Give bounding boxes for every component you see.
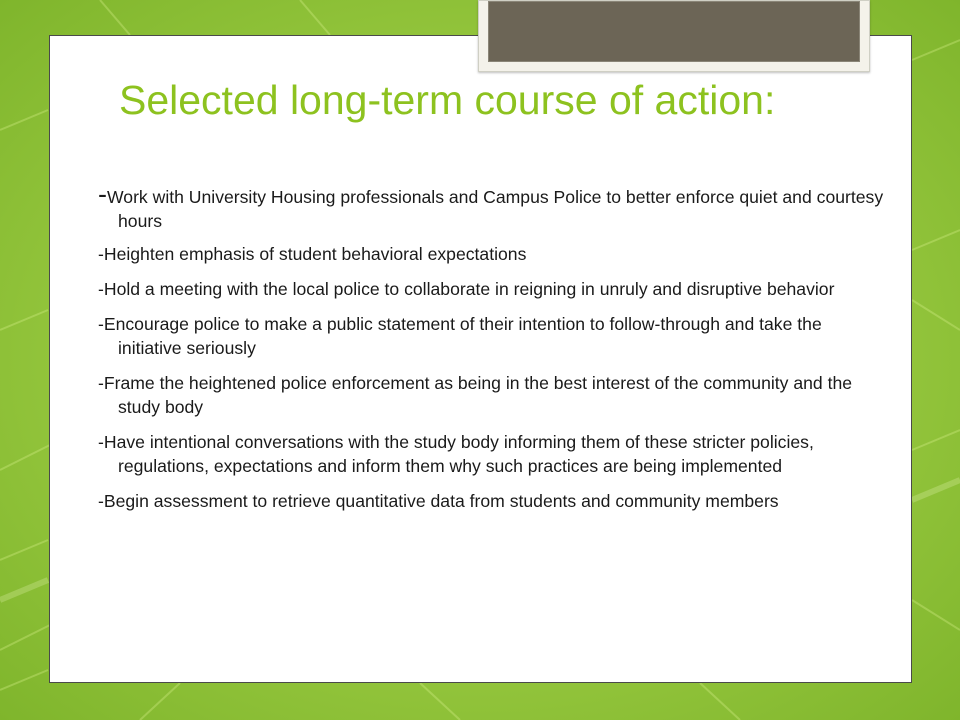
list-item: -Begin assessment to retrieve quantitative data from students and community members: [98, 491, 779, 511]
photo-frame: [478, 0, 870, 72]
list-dash: -: [98, 179, 107, 209]
list-item-text: Work with University Housing professionals and Campus Police to better enforce quiet and courtesy hours: [107, 187, 884, 231]
list-item: -Have intentional conversations with the study body informing them of these stricter policies, regulations, expectations and inform them why such practices are being implemented: [98, 432, 814, 476]
list-item: -Heighten emphasis of student behavioral expectations: [98, 244, 527, 264]
list-item: -Hold a meeting with the local police to collaborate in reigning in unruly and disruptive behavior: [98, 279, 835, 299]
photo-image: [488, 1, 860, 62]
list-item: [98, 179, 888, 233]
action-list: [98, 179, 888, 524]
slide-title: Selected long-term course of action:: [119, 77, 776, 123]
list-item: -Frame the heightened police enforcement as being in the best interest of the community and the study body: [98, 373, 853, 417]
list-item: -Encourage police to make a public statement of their intention to follow-through and take the initiative seriously: [98, 314, 822, 358]
